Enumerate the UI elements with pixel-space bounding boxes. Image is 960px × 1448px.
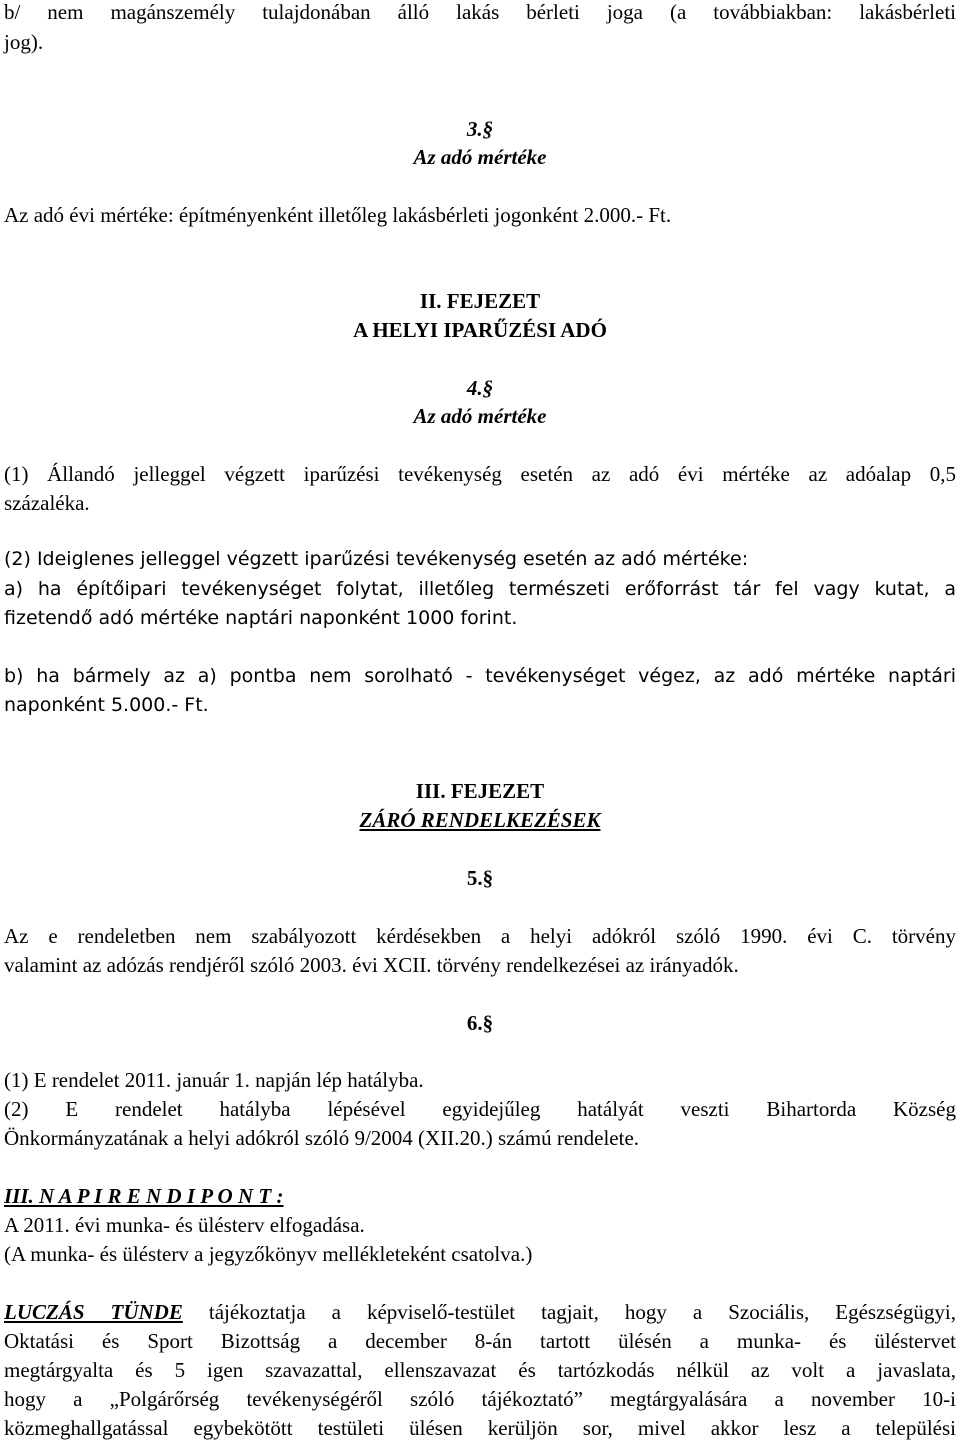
text-line: százaléka. (4, 491, 90, 515)
agenda-heading: III. N A P I R E N D I P O N T : (4, 1184, 284, 1208)
paragraph-number: 6.§ (466, 1011, 494, 1035)
text-line: megtárgyalta és 5 igen szavazattal, ellenszavazat és tartózkodás nélkül az volt a javaslata, (4, 1358, 956, 1382)
paragraph-number: 5.§ (466, 866, 494, 890)
paragraph-title: Az adó mértéke (413, 145, 547, 169)
text-line: Önkormányzatának a helyi adókról szóló 9/2004 (XII.20.) számú rendelete. (4, 1126, 640, 1150)
speaker-name: LUCZÁS TÜNDE (4, 1300, 183, 1324)
text-line: (1) E rendelet 2011. január 1. napján lép hatályba. (4, 1068, 424, 1092)
text-line: jog). (4, 30, 44, 54)
chapter-title: A HELYI IPARŰZÉSI ADÓ (353, 318, 607, 342)
text-line: (A munka- és ülésterv a jegyzőkönyv mellékleteként csatolva.) (4, 1242, 533, 1266)
text-line: valamint az adózás rendjéről szóló 2003. évi XCII. törvény rendelkezései az irányadók. (4, 953, 739, 977)
text-line: hogy a „Polgárőrség tevékenységéről szóló tájékoztató” megtárgyalására a november 10-i (4, 1387, 956, 1411)
text-line: Az adó évi mértéke: építményenként illetőleg lakásbérleti jogonként 2.000.- Ft. (4, 203, 672, 227)
text-line: fizetendő adó mértéke naptári naponként 1000 forint. (4, 607, 518, 629)
text-line: LUCZÁS TÜNDE tájékoztatja a képviselő-testület tagjait, hogy a Szociális, Egészségügyi, (4, 1300, 956, 1324)
paragraph-number: 3.§ (466, 117, 494, 141)
text-line: naponként 5.000.- Ft. (4, 694, 209, 716)
text-line: Oktatási és Sport Bizottság a december 8-án tartott ülésén a munka- és üléstervet (4, 1329, 956, 1353)
text-line: b) ha bármely az a) pontba nem sorolható - tevékenységet végez, az adó mértéke naptári (4, 665, 956, 687)
text-line: b/ nem magánszemély tulajdonában álló lakás bérleti joga (a továbbiakban: lakásbérleti (4, 0, 956, 24)
paragraph-title: Az adó mértéke (413, 404, 547, 428)
chapter-number: III. FEJEZET (415, 779, 545, 803)
text-line: A 2011. évi munka- és ülésterv elfogadása. (4, 1213, 365, 1237)
text-line: a) ha építőipari tevékenységet folytat, illetőleg természeti erőforrást tár fel vagy kutat, a (4, 578, 956, 600)
text-line: (2) Ideiglenes jelleggel végzett iparűzési tevékenység esetén az adó mértéke: (4, 548, 749, 570)
text-line: (2) E rendelet hatályba lépésével egyidejűleg hatályát veszti Bihartorda Község (4, 1097, 956, 1121)
text-line: közmeghallgatással egybekötött testületi ülésen kerüljön sor, mivel akkor lesz a települési (4, 1416, 956, 1440)
text-line: Az e rendeletben nem szabályozott kérdésekben a helyi adókról szóló 1990. évi C. törvény (4, 924, 956, 948)
chapter-number: II. FEJEZET (419, 289, 541, 313)
paragraph-number: 4.§ (466, 376, 494, 400)
text-line: (1) Állandó jelleggel végzett iparűzési tevékenység esetén az adó évi mértéke az adóalap 0,5 (4, 462, 956, 486)
chapter-title: ZÁRÓ RENDELKEZÉSEK (359, 808, 601, 832)
